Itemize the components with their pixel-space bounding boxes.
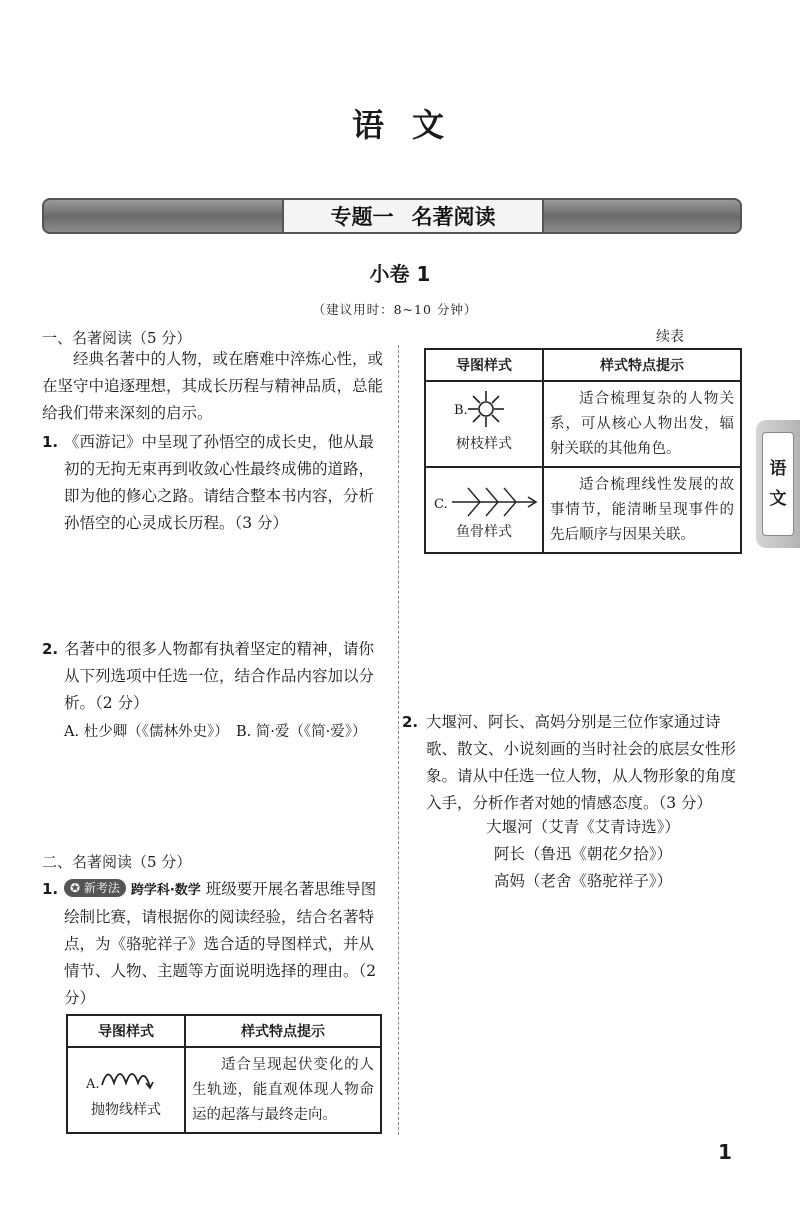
style-name: 树枝样式 <box>456 436 512 452</box>
style-cell <box>425 381 543 467</box>
table-row <box>425 467 741 553</box>
question-text: 大堰河、阿长、高妈分别是三位作家通过诗歌、散文、小说刻画的当时社会的底层女性形象。请从中任选一位人物，从人物形象的角度入手，分析作者对她的情感态度。（3 分） <box>426 713 737 812</box>
section1-intro: 经典名著中的人物，或在磨难中淬炼心性，或在坚守中追逐理想，其成长历程与精神品质，总能给我们带来深刻的启示。 <box>42 350 384 422</box>
style-description: 适合梳理复杂的人物关系，可从核心人物出发，辐射关联的其他角色。 <box>543 381 741 467</box>
fishbone-icon <box>450 485 538 519</box>
continued-label: 续表 <box>656 329 684 345</box>
page-number: 1 <box>718 1140 732 1164</box>
question-number: 1. <box>42 433 59 451</box>
option-item: 大堰河（艾青《艾青诗选》） <box>486 818 680 836</box>
style-name: 鱼骨样式 <box>456 524 512 540</box>
time-hint: （建议用时：8~10 分钟） <box>312 302 478 317</box>
option-label: C. <box>434 497 448 512</box>
lightbulb-icon: ✪ <box>70 881 81 895</box>
question-number: 2. <box>42 640 59 658</box>
question-number: 1. <box>42 880 59 898</box>
table-header: 导图样式 <box>425 349 543 381</box>
parabola-icon <box>100 1063 160 1091</box>
section1-heading: 一、名著阅读（5 分） <box>42 329 192 347</box>
table-header: 导图样式 <box>67 1015 185 1047</box>
table-row <box>425 381 741 467</box>
question-number: 2. <box>402 713 419 731</box>
subject-side-tab <box>756 420 800 548</box>
new-method-badge: ✪ 新考法 <box>64 879 126 897</box>
right-question2 <box>400 709 750 817</box>
question-text: 班级要开展名著思维导图绘制比赛，请根据你的阅读经验，结合名著特点，为《骆驼祥子》选合适的导图样式，并从情节、人物、主题等方面说明选择的理由。（2 分） <box>64 880 377 1007</box>
table-header: 样式特点提示 <box>185 1015 381 1047</box>
topic-name: 名著阅读 <box>411 205 496 229</box>
style-name: 抛物线样式 <box>91 1102 161 1118</box>
option-label: B. <box>454 403 468 418</box>
side-tab-char: 语 <box>769 459 787 479</box>
q2-options <box>424 814 742 895</box>
topic-number: 专题一 <box>330 205 394 229</box>
tree-branch-icon <box>466 389 506 429</box>
table-row <box>67 1047 381 1133</box>
option-item: 高妈（老舍《骆驼祥子》） <box>493 872 673 890</box>
table-header: 样式特点提示 <box>543 349 741 381</box>
column-divider <box>398 345 399 1135</box>
option-label: A. <box>86 1077 100 1092</box>
cross-subject-tag: 跨学科·数学 <box>130 883 201 898</box>
section2-heading: 二、名著阅读（5 分） <box>42 853 192 871</box>
quiz-title: 小卷 1 <box>369 262 431 286</box>
topic-banner <box>42 198 742 234</box>
mindmap-table-a <box>66 1014 382 1134</box>
style-cell <box>425 467 543 553</box>
subject-title: 语文 <box>351 106 472 144</box>
option-item: 阿长（鲁迅《朝花夕拾》） <box>493 845 673 863</box>
style-cell <box>67 1047 185 1133</box>
mindmap-table-bc <box>424 348 742 554</box>
question-options: A. 杜少卿（《儒林外史》） B. 简·爱（《简·爱》） <box>64 724 367 740</box>
style-description: 适合呈现起伏变化的人生轨迹，能直观体现人物命运的起落与最终走向。 <box>185 1047 381 1133</box>
style-description: 适合梳理线性发展的故事情节，能清晰呈现事件的先后顺序与因果关联。 <box>543 467 741 553</box>
side-tab-char: 文 <box>769 489 787 509</box>
section2-question1 <box>42 876 388 1012</box>
section1-question2 <box>42 636 388 746</box>
question-text: 《西游记》中呈现了孙悟空的成长史，他从最初的无拘无束再到收敛心性最终成佛的道路，即为他的修心之路。请结合整本书内容，分析孙悟空的心灵成长历程。（3 分） <box>64 433 375 532</box>
section1-question1 <box>42 429 388 537</box>
question-text: 名著中的很多人物都有执着坚定的精神，请你从下列选项中任选一位，结合作品内容加以分析。（2 分） <box>64 640 375 712</box>
topic-banner-label <box>282 198 544 234</box>
